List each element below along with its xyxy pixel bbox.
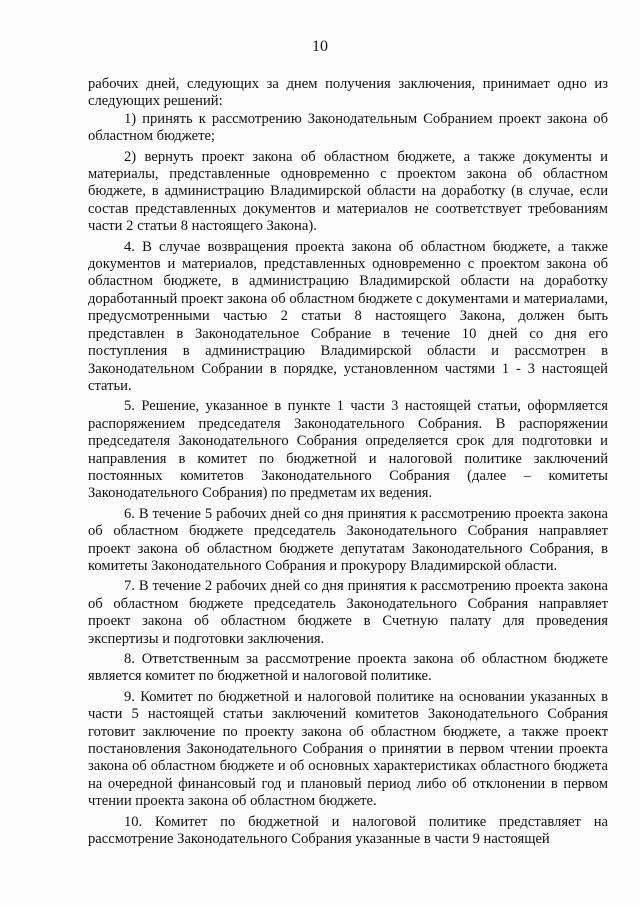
paragraph-item-2: 2) вернуть проект закона об областном бюджете, а также документы и материалы, представленные одновременно с проектом закона об областном бюджете, в администрацию Владимирской области на доработку (в случае, если состав представленных документов и материалов не соответствует требованиям части 2 статьи 8 настоящего Закона). bbox=[88, 148, 608, 235]
paragraph-continuation: рабочих дней, следующих за днем получения заключения, принимает одно из следующих решений: bbox=[88, 76, 608, 110]
paragraph-part-10: 10. Комитет по бюджетной и налоговой политике представляет на рассмотрение Законодательного Собрания указанные в части 9 настоящей bbox=[88, 813, 608, 848]
paragraph-part-4: 4. В случае возвращения проекта закона об областном бюджете, а также документов и материалов, представленных одновременно с проектом закона об областном бюджете, в администрацию Владимирской области на доработку доработанный проект закона об областном бюджете с документами и материалами, предусмотренными частью 2 статьи 8 настоящего Закона, должен быть представлен в Законодательное Собрание в течение 10 дней со дня его поступления в администрацию Владимирской области и рассмотрен в Законодательном Собрании в порядке, установленном частями 1 - 3 настоящей статьи. bbox=[88, 238, 608, 394]
page-number: 10 bbox=[312, 38, 328, 55]
paragraph-part-8: 8. Ответственным за рассмотрение проекта закона об областном бюджете является комитет по бюджетной и налоговой политике. bbox=[88, 651, 608, 685]
paragraph-part-5: 5. Решение, указанное в пункте 1 части 3 настоящей статьи, оформляется распоряжением председателя Законодательного Собрания. В распоряжении председателя Законодательного Собрания определяется срок для подготовки и направления в комитет по бюджетной и налоговой политике заключений постоянных комитетов Законодательного Собрания (далее – комитеты Законодательного Собрания) по предметам их ведения. bbox=[88, 398, 608, 502]
paragraph-item-1: 1) принять к рассмотрению Законодательным Собранием проект закона об областном бюджете; bbox=[88, 110, 608, 145]
document-body bbox=[88, 76, 608, 848]
paragraph-part-7: 7. В течение 2 рабочих дней со дня принятия к рассмотрению проекта закона об областном бюджете председатель Законодательного Собрания направляет проект закона об областном бюджете в Счетную палату для проведения экспертизы и подготовки заключения. bbox=[88, 578, 608, 647]
paragraph-part-6: 6. В течение 5 рабочих дней со дня принятия к рассмотрению проекта закона об областном бюджете председатель Законодательного Собрания направляет проект закона об областном бюджете депутатам Законодательного Собрания, в комитеты Законодательного Собрания и прокурору Владимирской области. bbox=[88, 505, 608, 574]
paragraph-part-9: 9. Комитет по бюджетной и налоговой политике на основании указанных в части 5 настоящей статьи заключений комитетов Законодательного Собрания готовит заключение по проекту закона об областном бюджете, а также проект постановления Законодательного Собрания о принятии в первом чтении проекта закона об областном бюджете и об основных характеристиках областного бюджета на очередной финансовый год и плановый период либо об отклонении в первом чтении проекта закона об областном бюджете. bbox=[88, 688, 608, 810]
